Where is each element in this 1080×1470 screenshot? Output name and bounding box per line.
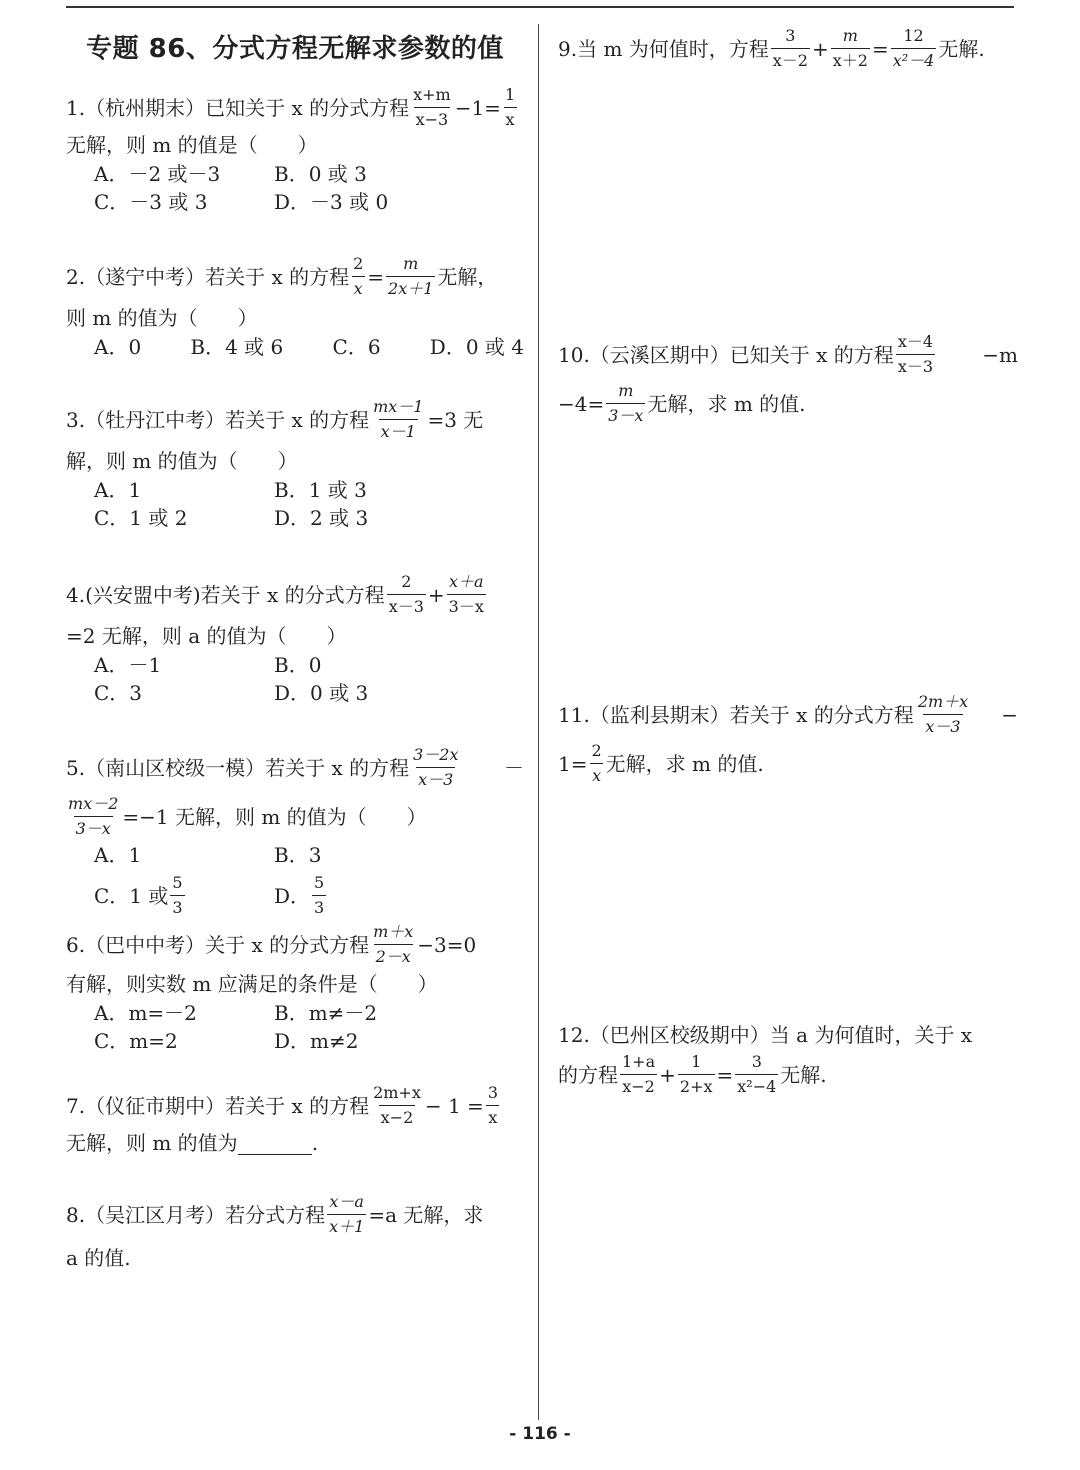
q6-option-a: A．m=－2 [94,1001,197,1025]
q4-stem-cont: =2 无解，则 a 的值为（ ） [66,624,347,648]
q7-answer-blank [238,1132,312,1155]
q1-option-d: D．－3 或 0 [274,190,389,214]
q4-stem: 4.(兴安盟中考)若关于 x 的分式方程 [66,582,385,607]
q10-stem: 10.（云溪区期中）已知关于 x 的方程 [558,342,894,367]
q3-option-d: D．2 或 3 [274,506,369,530]
q7-period: . [311,1131,319,1155]
question-4 [66,572,524,707]
q5-fraction-1: $\frac{3-2x}{x-3}$ [413,745,459,789]
question-5 [66,745,524,918]
q2-tail: 无解， [437,264,498,289]
question-7 [66,1083,524,1158]
q5-stem-cont: =−1 无解，则 m 的值为（ ） [122,804,427,829]
q4-options [66,651,524,707]
q2-option-a: A．0 [94,335,142,359]
q12-fraction-3: $\frac{3}{\text{x²−4}}$ [737,1052,777,1096]
q7-stem-cont: 无解，则 m 的值为 [66,1131,238,1155]
q6-option-d: D．m≠2 [274,1029,359,1053]
q1-stem-cont: 无解，则 m 的值是（ ） [66,133,318,157]
q8-tail: =a 无解，求 [368,1202,484,1227]
q12-operator-1: + [659,1062,676,1087]
q1-fraction-1: $\frac{x+m}{x-3}$ [413,85,451,129]
header-rule [66,6,1014,8]
q9-operator-1: + [811,36,829,61]
q9-tail: 无解. [938,36,985,61]
q4-option-a: A．－1 [94,653,162,677]
q5-fraction-2: $\frac{mx-2}{3-x}$ [68,794,119,838]
q11-fraction-1: $\frac{2m+x}{x-3}$ [917,692,969,736]
q10-stem-cont: −4= [558,391,605,416]
q11-tail: − [1001,702,1018,727]
question-12 [558,1020,1018,1097]
q1-option-b: B．0 或 3 [274,162,367,186]
q11-stem-end: 无解，求 m 的值. [605,751,764,776]
q6-stem-cont: 有解，则实数 m 应满足的条件是（ ） [66,972,438,996]
q6-options [66,999,524,1055]
question-6 [66,922,524,1055]
q5-tail: － [504,755,524,780]
q2-option-c: C．6 [332,335,381,359]
q2-stem-cont: 则 m 的值为（ ） [66,306,258,330]
q12-fraction-1: $\frac{1+a}{x-2}$ [622,1052,656,1096]
q7-operator: − 1 = [424,1093,484,1118]
q10-tail: −m [982,342,1018,367]
q3-option-c: C．1 或 2 [94,506,188,530]
q8-stem: 8.（吴江区月考）若分式方程 [66,1202,326,1227]
q10-stem-end: 无解，求 m 的值. [647,391,806,416]
q3-stem: 3.（牡丹江中考）若关于 x 的方程 [66,407,370,432]
q12-operator-2: = [716,1062,734,1087]
q1-option-a: A．－2 或－3 [94,162,221,186]
q12-stem-cont: 的方程 [558,1062,618,1087]
q3-option-b: B．1 或 3 [274,478,367,502]
q9-fraction-3: $\frac{12}{\text{x²－4}}$ [892,26,935,70]
q9-fraction-2: $\frac{m}{x+2}$ [832,26,868,70]
q7-fraction-2: $\frac{3}{x}$ [487,1083,499,1127]
question-2 [66,254,524,361]
q1-option-c: C．－3 或 3 [94,190,208,214]
right-column [558,26,1018,1096]
q3-tail: =3 无 [427,407,484,432]
q5-option-d: D． $\frac{5}{3}$ [274,873,325,917]
question-3 [66,397,524,532]
q6-option-b: B．m≠－2 [274,1001,378,1025]
q6-fraction-1: $\frac{m+x}{2-x}$ [373,922,414,966]
q11-fraction-2: $\frac{2}{x}$ [591,741,602,785]
q2-option-d: D．0 或 4 [429,335,524,359]
question-1 [66,85,524,216]
q6-option-c: C．m=2 [94,1029,178,1053]
q4-option-b: B．0 [274,653,322,677]
q2-option-b: B．4 或 6 [190,335,284,359]
q1-operator: −1= [454,95,501,120]
q2-operator: = [367,264,385,289]
q4-operator: + [427,582,445,607]
q3-stem-cont: 解，则 m 的值为（ ） [66,449,298,473]
q4-fraction-2: $\frac{x+a}{3-x}$ [448,572,484,616]
q3-fraction-1: $\frac{mx-1}{x-1}$ [373,397,424,441]
q5-stem: 5.（南山区校级一模）若关于 x 的方程 [66,755,410,780]
q2-stem: 2.（遂宁中考）若关于 x 的方程 [66,264,350,289]
q8-fraction-1: $\frac{x-a}{x+1}$ [329,1192,365,1236]
q4-fraction-1: $\frac{2}{x-3}$ [388,572,424,616]
left-column [66,26,524,1273]
q11-stem-cont: 1= [558,751,588,776]
q4-option-c: C．3 [94,681,143,705]
q2-options [66,333,524,361]
q3-options [66,476,524,532]
q11-stem: 11.（监利县期末）若关于 x 的分式方程 [558,702,914,727]
q12-fraction-2: $\frac{1}{2+x}$ [679,1052,713,1096]
q5-option-c: C．1 或 $\frac{5}{3}$ [94,873,183,917]
q9-stem: 9.当 m 为何值时，方程 [558,36,769,61]
q9-fraction-1: $\frac{3}{x-2}$ [772,26,808,70]
q12-stem: 12.（巴州区校级期中）当 a 为何值时，关于 x [558,1023,973,1047]
question-11 [558,692,1018,786]
q1-fraction-2: $\frac{1}{x}$ [504,85,516,129]
q10-fraction-2: $\frac{m}{3-x}$ [608,381,644,425]
q3-option-a: A．1 [94,478,142,502]
q9-operator-2: = [871,36,889,61]
q8-stem-cont: a 的值. [66,1246,131,1270]
q4-option-d: D．0 或 3 [274,681,369,705]
q6-tail: −3=0 [417,932,477,957]
column-divider [538,24,539,1420]
q1-stem: 1.（杭州期末）已知关于 x 的分式方程 [66,95,410,120]
q5-options [66,841,524,918]
question-10 [558,332,1018,426]
q7-stem: 7.（仪征市期中）若关于 x 的方程 [66,1093,370,1118]
q6-stem: 6.（巴中中考）关于 x 的分式方程 [66,932,370,957]
q5-option-b: B．3 [274,843,322,867]
page-title: 专题 86、分式方程无解求参数的值 [86,34,504,64]
question-9 [558,26,1018,71]
q2-fraction-2: $\frac{m}{2x+1}$ [388,254,434,298]
q10-fraction-1: $\frac{x-4}{x-3}$ [897,332,934,376]
page-number: - 116 - [509,1424,571,1444]
q7-fraction-1: $\frac{2m+x}{x-2}$ [373,1083,421,1127]
question-8 [66,1192,524,1273]
q5-option-a: A．1 [94,843,142,867]
q1-options [66,160,524,216]
q12-tail: 无解. [780,1062,827,1087]
q2-fraction-1: $\frac{2}{x}$ [353,254,364,298]
